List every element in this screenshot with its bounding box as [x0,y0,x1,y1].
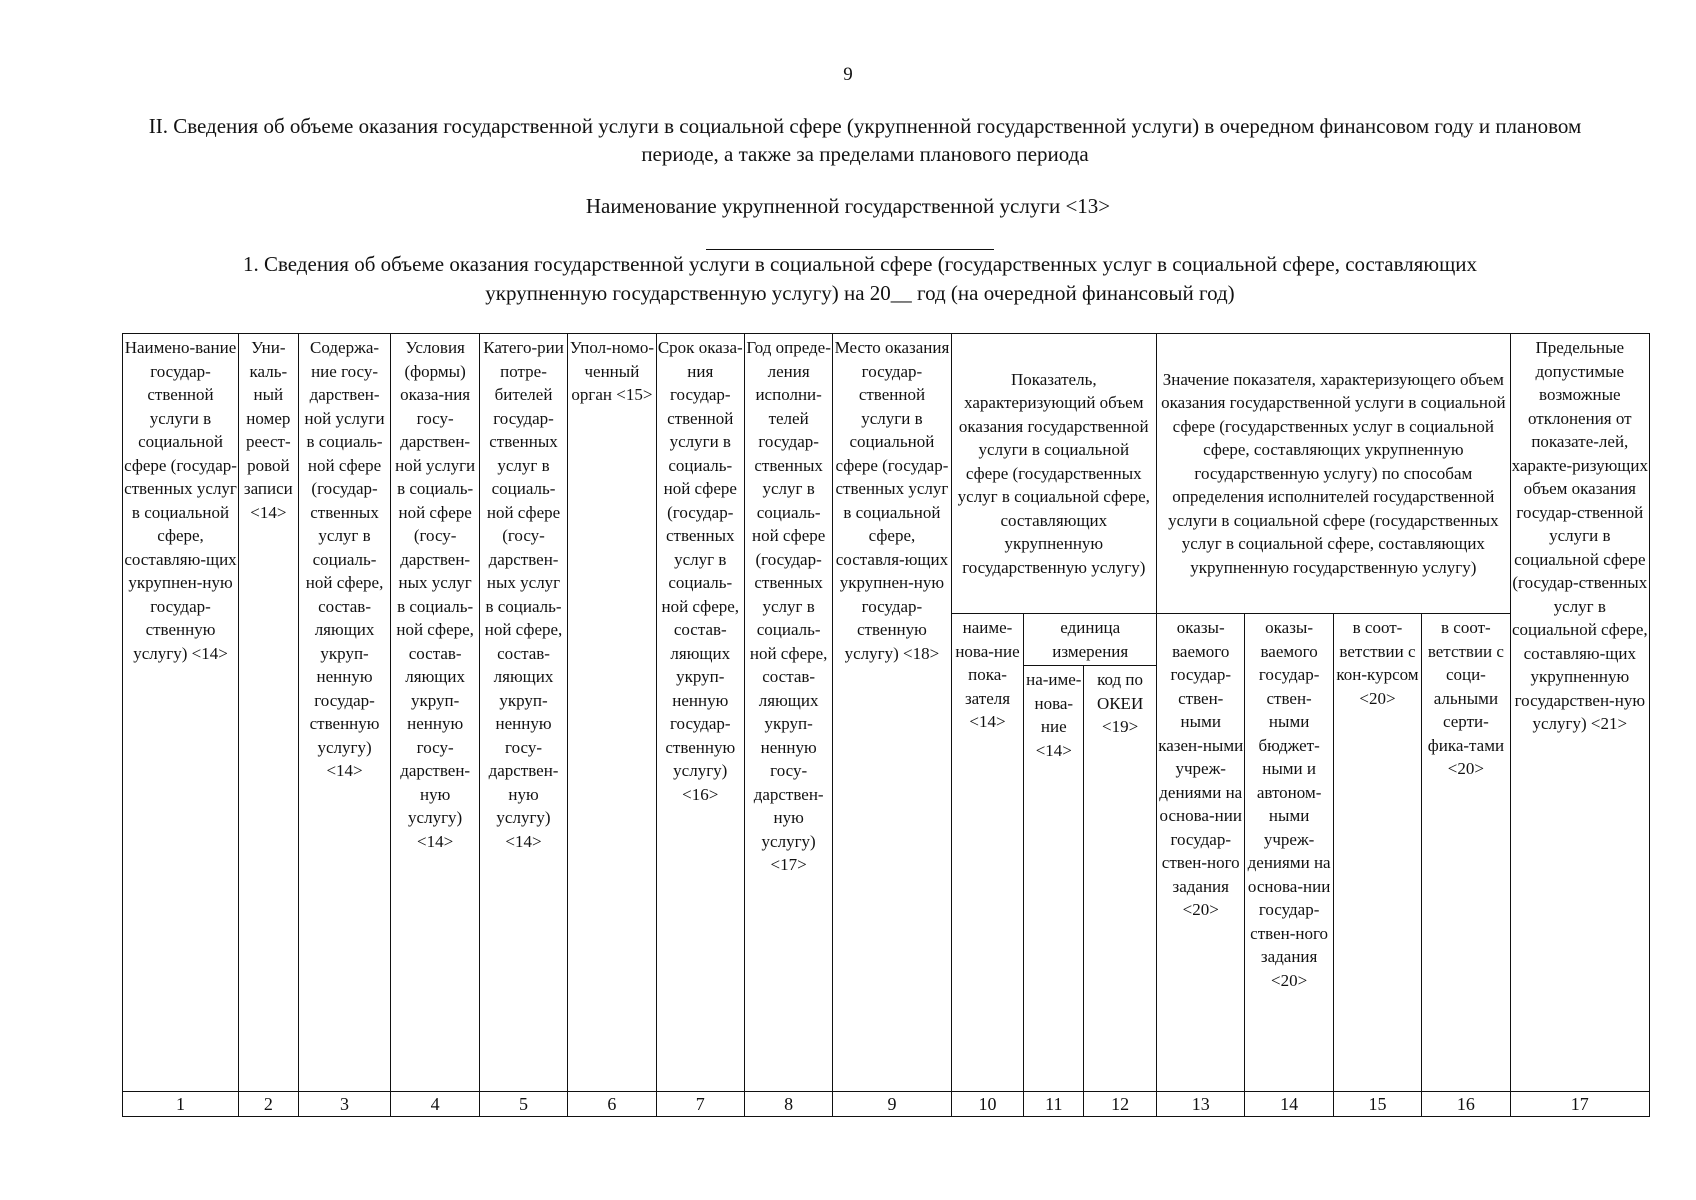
header-value-budget-institutions: оказы-ваемого государ-ствен-ными бюджет-ными и автоном-ными учреж-дениями на основа-нии государ-ствен-ного задания <20> [1245,614,1333,1092]
document-title: II. Сведения об объеме оказания государственной услуги в социальной сфере (укрупненной государственной услуги) в очередном финансовом году и плановом периоде, а также за пределами планового периода [148,114,1582,166]
header-service-term: Срок оказа-ния государ-ственной услуги в социаль-ной сфере (государ-ственных услуг в социаль-ной сфере, состав-ляющих укруп-ненную государ-ственную услугу) <16> [656,334,744,1092]
section-title: 1. Сведения об объеме оказания государственной услуги в социальной сфере (государственных услуг в социальной сфере, составляющих укрупненную государственную услугу) на 20__ год (на очередной финансовый год) [242,252,1478,305]
column-number: 17 [1510,1092,1649,1117]
header-value-certificates: в соот-ветствии с соци-альными серти-фика-тами <20> [1422,614,1510,1092]
column-number: 12 [1084,1092,1157,1117]
column-number: 4 [391,1092,479,1117]
column-number: 7 [656,1092,744,1117]
column-number: 15 [1333,1092,1421,1117]
column-number: 3 [298,1092,391,1117]
column-number: 11 [1024,1092,1084,1117]
header-service-conditions: Условия (формы) оказа-ния госу-дарствен-ной услуги в социаль-ной сфере (госу-дарствен-ных услуг в социаль-ной сфере, состав-ляющих укруп-ненную госу-дарствен-ную услугу) <14> [391,334,479,1092]
header-authorized-body: Упол-номо-ченный орган <15> [568,334,656,1092]
service-volume-table [122,333,1650,1117]
header-indicator-value-group: Значение показателя, характеризующего объем оказания государственной услуги в социальной сфере (государственных услуг в социальной сфере, составляющих укрупненную государственную услугу) по способам определения исполнителей государственной услуги в социальной сфере (государственных услуг в социальной сфере, составляющих укрупненную государственную услугу) [1157,334,1511,614]
header-service-place: Место оказания государ-ственной услуги в социальной сфере (государ-ственных услуг в социальной сфере, составля-ющих укрупнен-ную государ-ственную услугу) <18> [833,334,951,1092]
column-number: 8 [744,1092,832,1117]
header-registry-number: Уни-каль-ный номер реест-ровой записи <14> [239,334,299,1092]
column-number: 16 [1422,1092,1510,1117]
header-unit-name: на-име-нова-ние <14> [1024,666,1084,1092]
column-number: 1 [123,1092,239,1117]
header-executor-year: Год опреде-ления исполни-телей государ-ственных услуг в социаль-ной сфере (государ-ственных услуг в социаль-ной сфере, состав-ляющих укруп-ненную госу-дарствен-ную услугу) <17> [744,334,832,1092]
column-number: 5 [479,1092,567,1117]
header-unit-of-measure: единица измерения [1024,614,1157,666]
header-allowed-deviations: Предельные допустимые возможные отклонения от показате-лей, характе-ризующих объем оказания государ-ственной услуги в социальной сфере (государ-ственных услуг в социальной сфере, составляю-щих укрупненную государствен-ную услугу) <21> [1510,334,1649,1092]
column-number: 6 [568,1092,656,1117]
column-number: 13 [1157,1092,1245,1117]
column-number: 10 [951,1092,1024,1117]
header-okei-code: код по ОКЕИ <19> [1084,666,1157,1092]
column-number: 2 [239,1092,299,1117]
header-consumer-categories: Катего-рии потре-бителей государ-ственных услуг в социаль-ной сфере (госу-дарствен-ных услуг в социаль-ной сфере, состав-ляющих укруп-ненную госу-дарствен-ную услугу) <14> [479,334,567,1092]
column-number: 9 [833,1092,951,1117]
service-name-heading: Наименование укрупненной государственной услуги <13> [585,194,1111,218]
header-value-competition: в соот-ветствии с кон-курсом <20> [1333,614,1421,1092]
header-value-state-institutions: оказы-ваемого государ-ствен-ными казен-ными учреж-дениями на основа-нии государ-ствен-ного задания <20> [1157,614,1245,1092]
header-indicator-name: наиме-нова-ние пока-зателя <14> [951,614,1024,1092]
column-number: 14 [1245,1092,1333,1117]
header-service-content: Содержа-ние госу-дарствен-ной услуги в социаль-ной сфере (государ-ственных услуг в социаль-ной сфере, состав-ляющих укруп-ненную государ-ственную услугу) <14> [298,334,391,1092]
page-number: 9 [843,64,853,85]
header-indicator-group: Показатель, характеризующий объем оказания государственной услуги в социальной сфере (государственных услуг в социальной сфере, составляющих укрупненную государственную услугу) [951,334,1157,614]
header-service-name: Наимено-вание государ-ственной услуги в социальной сфере (государ-ственных услуг в социальной сфере, составляю-щих укрупнен-ную государ-ственную услугу) <14> [123,334,239,1092]
